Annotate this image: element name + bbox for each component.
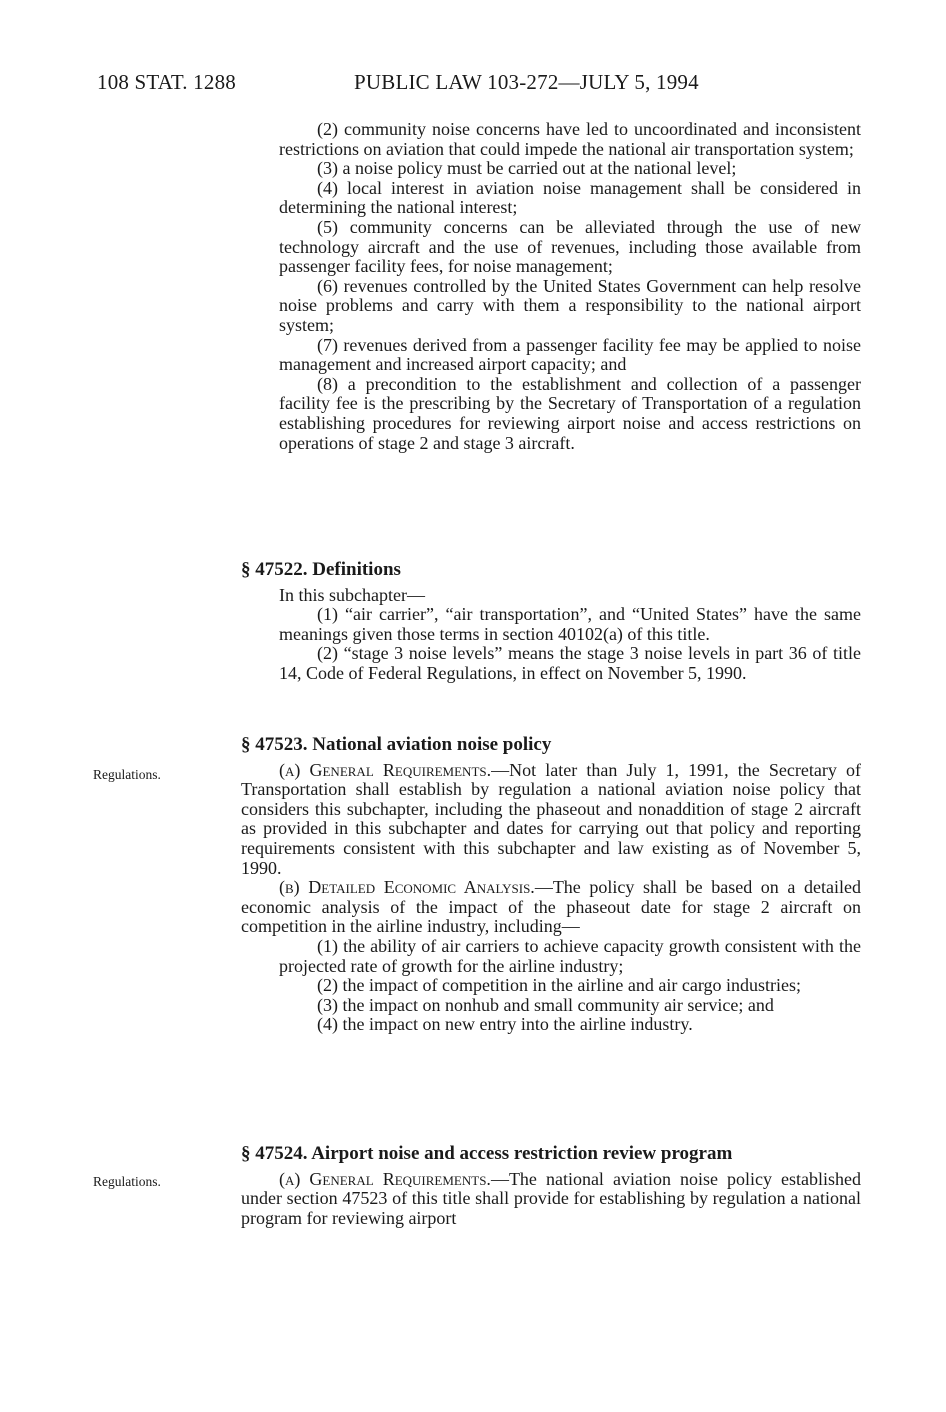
section-47522 xyxy=(241,560,861,684)
section-heading-47523: § 47523. National aviation noise policy xyxy=(241,734,552,755)
analysis-item-4: (4) the impact on new entry into the airline industry. xyxy=(317,1014,693,1035)
page-stat-number: 108 STAT. 1288 xyxy=(97,70,236,94)
section-47523 xyxy=(241,735,861,1035)
subsection-a-47524 xyxy=(241,1170,861,1229)
finding-6: (6) revenues controlled by the United States Government can help resolve noise problems and carry with them a responsibility to the national airport system; xyxy=(279,275,861,335)
analysis-item-2: (2) the impact of competition in the airline and air cargo industries; xyxy=(317,975,802,996)
finding-3: (3) a noise policy must be carried out at the national level; xyxy=(317,158,737,179)
subsection-a xyxy=(241,761,861,879)
finding-4: (4) local interest in aviation noise management shall be considered in determining the national interest; xyxy=(279,177,861,218)
subsection-b-label: (b) Detailed Economic Analysis. xyxy=(279,877,535,898)
section-47524 xyxy=(241,1144,861,1228)
subsection-b-text: —The policy shall be based on a detailed economic analysis of the impact of the phaseout date for stage 2 aircraft on competition in the airline industry, including— xyxy=(241,877,861,937)
finding-5: (5) community concerns can be alleviated through the use of new technology aircraft and the use of revenues, including those available from passenger facility fees, for noise management; xyxy=(279,216,861,277)
section-heading-47524: § 47524. Airport noise and access restriction review program xyxy=(241,1143,733,1164)
finding-2: (2) community noise concerns have led to uncoordinated and inconsistent restrictions on aviation that could impede the national air transportation system; xyxy=(279,119,861,159)
finding-8: (8) a precondition to the establishment and collection of a passenger facility fee is the prescribing by the Secretary of Transportation of a regulation establishing procedures for reviewing airport noise and access restrictions on operations of stage 2 and stage 3 aircraft. xyxy=(279,373,861,453)
running-header: PUBLIC LAW 103-272—JULY 5, 1994 xyxy=(354,70,699,94)
definition-1: (1) “air carrier”, “air transportation”, and “United States” have the same meanings given those terms in section 40102(a) of this title. xyxy=(279,604,861,644)
subsection-a-label: (a) General Requirements. xyxy=(279,759,492,780)
margin-note-regulations: Regulations. xyxy=(93,767,161,782)
subsection-a-text: —Not later than July 1, 1991, the Secretary of Transportation shall establish by regulation a national aviation noise policy that considers this subchapter, including the phaseout and nonaddition of stage 2 aircraft as provided in this subchapter and dates for carrying out that policy and reporting requirements consistent with this subchapter and law existing as of November 5, 1990. xyxy=(241,759,861,878)
definition-2: (2) “stage 3 noise levels” means the stage 3 noise levels in part 36 of title 14, Code of Federal Regulations, in effect on November 5, 1990. xyxy=(279,643,861,683)
finding-7: (7) revenues derived from a passenger facility fee may be applied to noise management and increased airport capacity; and xyxy=(279,334,861,375)
subsection-b xyxy=(241,878,861,937)
subsection-a-47524-text: —The national aviation noise policy established under section 47523 of this title shall provide for establishing by regulation a national program for reviewing airport xyxy=(241,1168,861,1228)
findings-list xyxy=(241,120,861,453)
analysis-item-1: (1) the ability of air carriers to achieve capacity growth consistent with the projected rate of growth for the airline industry; xyxy=(279,935,861,976)
margin-note-regulations-2: Regulations. xyxy=(93,1174,161,1189)
subsection-a-47524-label: (a) General Requirements. xyxy=(279,1168,491,1189)
definitions-intro: In this subchapter— xyxy=(279,584,425,605)
section-heading-47522: § 47522. Definitions xyxy=(241,559,401,580)
analysis-item-3: (3) the impact on nonhub and small community air service; and xyxy=(317,994,774,1015)
